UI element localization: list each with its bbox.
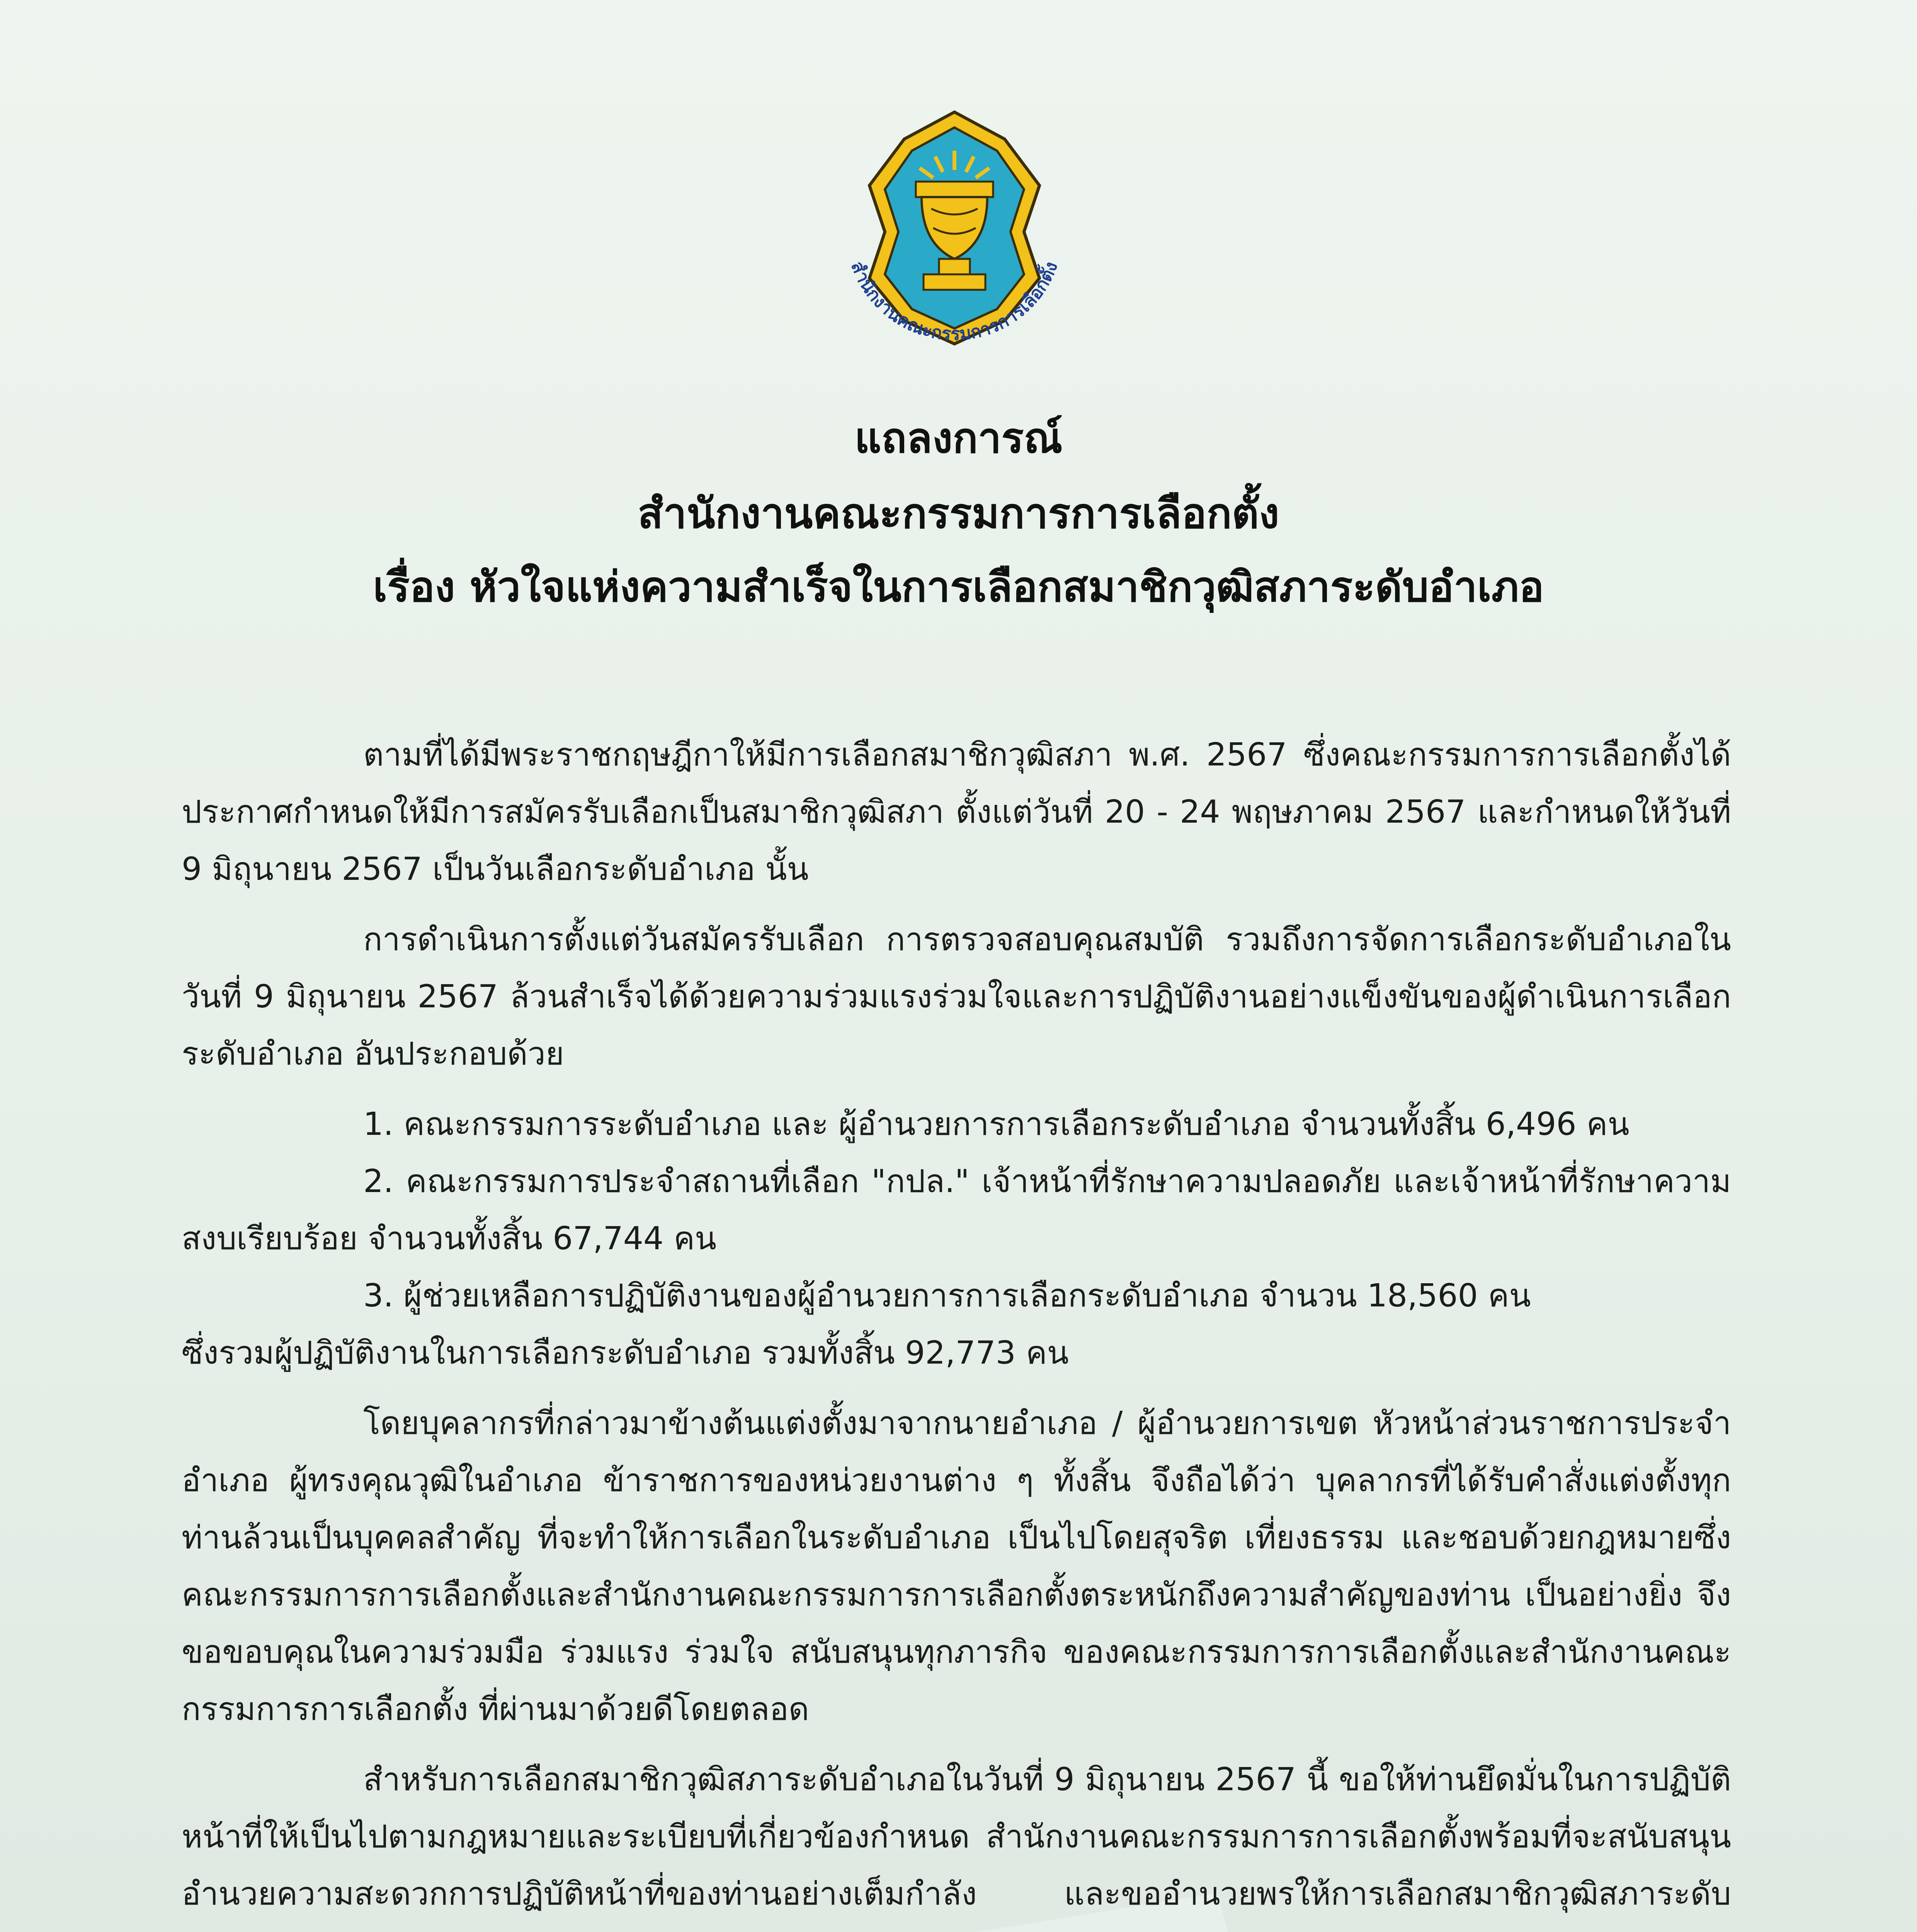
paragraph-3: โดยบุคลากรที่กล่าวมาข้างต้นแต่งตั้งมาจากนายอำเภอ / ผู้อำนวยการเขต หัวหน้าส่วนราชการประจำอำเภอ ผู้ทรงคุณวุฒิในอำเภอ ข้าราชการของหน่วยงานต่าง ๆ ทั้งสิ้น จึงถือได้ว่า บุคลากรที่ได้รับคำสั่งแต่งตั้งทุกท่านล้วนเป็นบุคคลสำคัญ ที่จะทำให้การเลือกในระดับอำเภอ เป็นไปโดยสุจริต เที่ยงธรรม และชอบด้วยกฎหมายซึ่งคณะกรรมการการเลือกตั้งและสำนักงานคณะกรรมการการเลือกตั้งตระหนักถึงความสำคัญของท่าน เป็นอย่างยิ่ง จึงขอขอบคุณในความร่วมมือ ร่วมแรง ร่วมใจ สนับสนุนทุกภารกิจ ของคณะกรรมการการเลือกตั้งและสำนักงานคณะกรรมการการเลือกตั้ง ที่ผ่านมาด้วยดีโดยตลอด <box>182 1405 1731 1728</box>
list-item-3: 3. ผู้ช่วยเหลือการปฏิบัติงานของผู้อำนวยการการเลือกระดับอำเภอ จำนวน 18,560 คน <box>363 1277 1531 1314</box>
statement-subject: เรื่อง หัวใจแห่งความสำเร็จในการเลือกสมาชิกวุฒิสภาระดับอำเภอ <box>373 563 1544 611</box>
paragraph-2: การดำเนินการตั้งแต่วันสมัครรับเลือก การตรวจสอบคุณสมบัติ รวมถึงการจัดการเลือกระดับอำเภอในวันที่ 9 มิถุนายน 2567 ล้วนสำเร็จได้ด้วยความร่วมแรงร่วมใจและการปฏิบัติงานอย่างแข็งขันของผู้ดำเนินการเลือกระดับอำเภอ อันประกอบด้วย <box>182 921 1731 1072</box>
seal-arc-text: สำนักงานคณะกรรมการการเลือกตั้ง <box>847 258 1062 344</box>
issuing-office: สำนักงานคณะกรรมการการเลือกตั้ง <box>638 490 1279 538</box>
paragraph-4: สำหรับการเลือกสมาชิกวุฒิสภาระดับอำเภอในวันที่ 9 มิถุนายน 2567 นี้ ขอให้ท่านยึดมั่นในการปฏิบัติหน้าที่ให้เป็นไปตามกฎหมายและระเบียบที่เกี่ยวข้องกำหนด สำนักงานคณะกรรมการการเลือกตั้งพร้อมที่จะสนับสนุนอำนวยความสะดวกการปฏิบัติหน้าที่ของท่านอย่างเต็มกำลัง และขออำนวยพรให้การเลือกสมาชิกวุฒิสภาระดับ <box>182 1761 1731 1912</box>
list-item-2: 2. คณะกรรมการประจำสถานที่เลือก "กปล." เจ้าหน้าที่รักษาความปลอดภัย และเจ้าหน้าที่รักษาความสงบเรียบร้อย จำนวนทั้งสิ้น 67,744 คน <box>182 1163 1731 1257</box>
list-item-1: 1. คณะกรรมการระดับอำเภอ และ ผู้อำนวยการการเลือกระดับอำเภอ จำนวนทั้งสิ้น 6,496 คน <box>363 1106 1630 1143</box>
statement-body <box>182 726 1731 1932</box>
statement-title: แถลงการณ์ <box>854 414 1063 463</box>
list-item-3-continued: ซึ่งรวมผู้ปฏิบัติงานในการเลือกระดับอำเภอ รวมทั้งสิ้น 92,773 คน <box>182 1335 1069 1371</box>
ect-seal-logo <box>823 104 1086 375</box>
paragraph-1: ตามที่ได้มีพระราชกฤษฎีกาให้มีการเลือกสมาชิกวุฒิสภา พ.ศ. 2567 ซึ่งคณะกรรมการการเลือกตั้งได้ประกาศกำหนดให้มีการสมัครรับเลือกเป็นสมาชิกวุฒิสภา ตั้งแต่วันที่ 20 - 24 พฤษภาคม 2567 และกำหนดให้วันที่ 9 มิถุนายน 2567 เป็นวันเลือกระดับอำเภอ นั้น <box>182 736 1731 888</box>
